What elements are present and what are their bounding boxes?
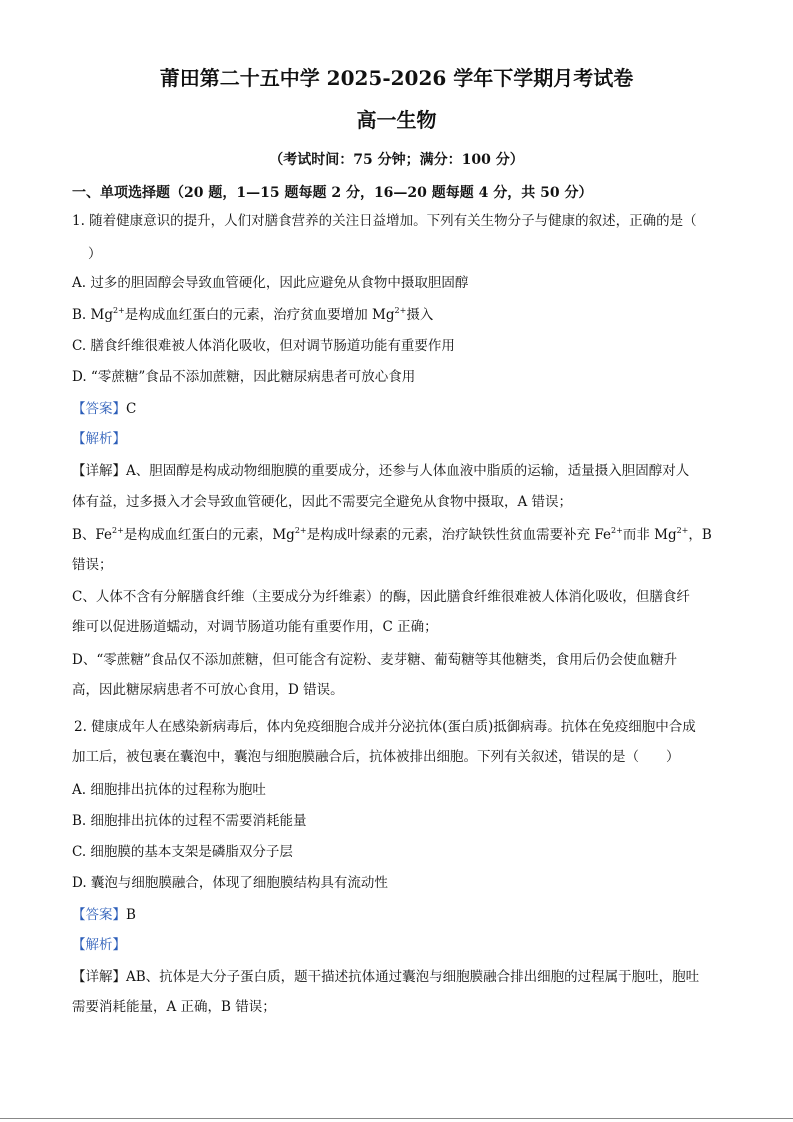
q2-option-d: D. 囊泡与细胞膜融合，体现了细胞膜结构具有流动性 [72, 875, 388, 891]
exam-title: 莆田第二十五中学 2025-2026 学年下学期月考试卷 [159, 66, 634, 90]
detail-label: 【详解】 [72, 969, 126, 985]
q2-detail-line1 [72, 968, 733, 986]
q2-option-b: B. 细胞排出抗体的过程不需要消耗能量 [72, 813, 307, 829]
q1-option-c: C. 膳食纤维很难被人体消化吸收，但对调节肠道功能有重要作用 [72, 338, 455, 354]
text-segment: 而非 Mg [622, 527, 677, 543]
q1-detail-c-line1: C、人体不含有分解膳食纤维（主要成分为纤维素）的酶，因此膳食纤维很难被人体消化吸收，但膳食纤 [72, 589, 690, 605]
text-segment: 摄入 [406, 307, 434, 323]
q2-detail-line2: 需要消耗能量，A 正确，B 错误； [72, 999, 276, 1015]
text-segment: AB、抗体是大分子蛋白质，题干描述抗体通过囊泡与细胞膜融合排出细胞的过程属于胞吐，胞吐 [126, 969, 700, 985]
q2-option-a: A. 细胞排出抗体的过程称为胞吐 [72, 782, 266, 798]
superscript: 2+ [112, 526, 124, 535]
superscript: 2+ [611, 526, 623, 535]
q2-answer [72, 906, 733, 924]
superscript: 2+ [676, 526, 689, 535]
page-bottom-rule [0, 1118, 793, 1119]
text-segment: 是构成血红蛋白的元素，治疗贫血要增加 Mg [124, 307, 395, 323]
detail-label: 【详解】 [72, 463, 126, 479]
q1-stem-line1: 1. 随着健康意识的提升，人们对膳食营养的关注日益增加。下列有关生物分子与健康的叙述，正确的是（ [72, 213, 697, 229]
answer-label: 【答案】 [72, 401, 126, 417]
q1-detail-a-line2: 体有益，过多摄入才会导致血管硬化，因此不需要完全避免从食物中摄取，A 错误； [72, 494, 573, 510]
q1-option-b [72, 306, 733, 324]
q1-detail-b-line1 [72, 526, 733, 544]
q1-detail-a-line1 [72, 462, 733, 480]
answer-label: 【答案】 [72, 907, 126, 923]
q1-detail-d-line1: D、“零蔗糖”食品仅不添加蔗糖，但可能含有淀粉、麦芽糖、葡萄糖等其他糖类，食用后仍会使血糖升 [72, 652, 678, 668]
text-segment: 是构成叶绿素的元素，治疗缺铁性贫血需要补充 Fe [306, 527, 612, 543]
q2-analysis-label: 【解析】 [72, 937, 126, 953]
answer-value: B [126, 907, 136, 923]
q1-option-a: A. 过多的胆固醇会导致血管硬化，因此应避免从食物中摄取胆固醇 [72, 275, 469, 291]
q1-option-d: D. “零蔗糖”食品不添加蔗糖，因此糖尿病患者可放心食用 [72, 369, 416, 385]
text-segment: B. Mg [72, 307, 113, 323]
q2-stem-line2: 加工后，被包裹在囊泡中，囊泡与细胞膜融合后，抗体被排出细胞。下列有关叙述，错误的是（ ） [72, 749, 680, 765]
subject-title: 高一生物 [356, 108, 437, 132]
q2-option-c: C. 细胞膜的基本支架是磷脂双分子层 [72, 844, 293, 860]
superscript: 2+ [112, 306, 125, 315]
answer-value: C [126, 401, 137, 417]
text-segment: ，B [688, 527, 712, 543]
superscript: 2+ [294, 526, 307, 535]
exam-info: （考试时间：75 分钟；满分：100 分） [269, 152, 524, 168]
q1-detail-c-line2: 维可以促进肠道蠕动，对调节肠道功能有重要作用，C 正确； [72, 619, 438, 635]
q1-detail-b-line2: 错误； [72, 557, 113, 573]
q1-detail-d-line2: 高，因此糖尿病患者不可放心食用，D 错误。 [72, 682, 344, 698]
q1-answer [72, 400, 733, 418]
text-segment: A、胆固醇是构成动物细胞膜的重要成分，还参与人体血液中脂质的运输，适量摄入胆固醇对人 [126, 463, 690, 479]
superscript: 2+ [394, 306, 407, 315]
q1-stem-line2: ） [88, 246, 102, 262]
q1-analysis-label: 【解析】 [72, 431, 126, 447]
q2-stem-line1: 2. 健康成年人在感染新病毒后，体内免疫细胞合成并分泌抗体(蛋白质)抵御病毒。抗体在免疫细胞中合成 [74, 719, 696, 735]
text-segment: 是构成血红蛋白的元素，Mg [123, 527, 295, 543]
text-segment: B、Fe [72, 527, 113, 543]
section-heading: 一、单项选择题（20 题，1—15 题每题 2 分，16—20 题每题 4 分，共 50 分） [72, 185, 593, 201]
